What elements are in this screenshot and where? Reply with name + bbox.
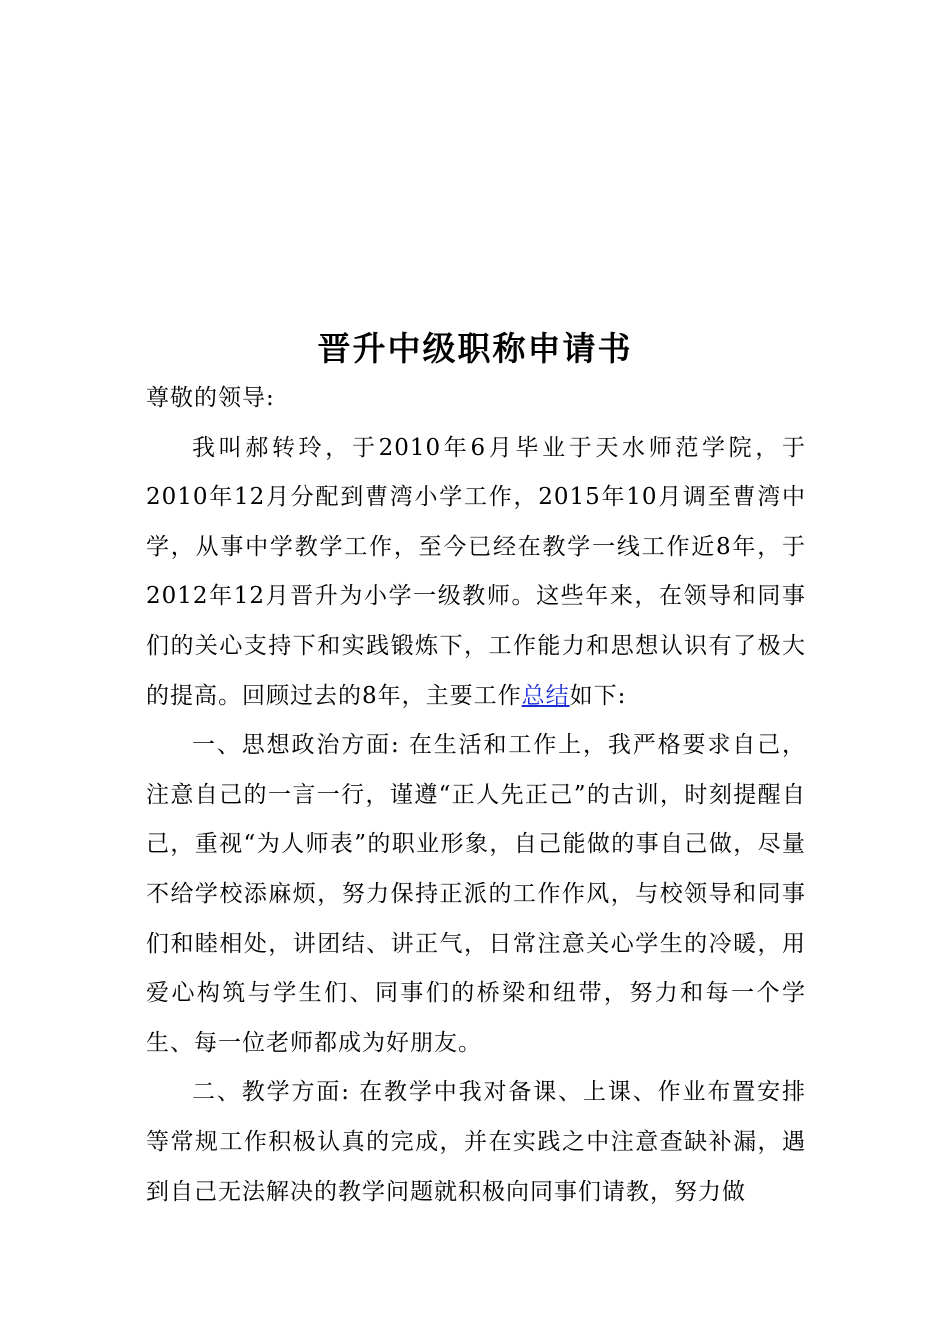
- paragraph-intro-ending: 如下:: [569, 682, 627, 709]
- paragraph-political: 一、思想政治方面: 在生活和工作上，我严格要求自己，注意自己的一言一行，谨遵“正人先正己”的古训，时刻提醒自己，重视“为人师表”的职业形象，自己能做的事自己做，尽量不给学校添麻烦，努力保持正派的工作作风，与校领导和同事们和睦相处，讲团结、讲正气，日常注意关心学生的冷暖，用爱心构筑与学生们、同事们的桥梁和纽带，努力和每一个学生、每一位老师都成为好朋友。: [146, 732, 806, 1056]
- paragraph-teaching: 二、教学方面: 在教学中我对备课、上课、作业布置安排等常规工作积极认真的完成，并在实践之中注意查缺补漏，遇到自己无法解决的教学问题就积极向同事们请教，努力做: [146, 1079, 806, 1205]
- paragraph-intro-text: 我叫郝转玲，于2010年6月毕业于天水师范学院，于2010年12月分配到曹湾小学工作，2015年10月调至曹湾中学，从事中学教学工作，至今已经在教学一线工作近8年，于2012年12月晋升为小学一级教师。这些年来，在领导和同事们的关心支持下和实践锻炼下，工作能力和思想认识有了极大的提高。回顾过去的8年，主要工作: [146, 434, 806, 709]
- document-body: [146, 374, 806, 1217]
- document-title: 晋升中级职称申请书: [317, 329, 633, 368]
- salutation: 尊敬的领导:: [146, 385, 275, 411]
- summary-link[interactable]: 总结: [521, 682, 570, 709]
- paragraph-intro: [146, 424, 806, 722]
